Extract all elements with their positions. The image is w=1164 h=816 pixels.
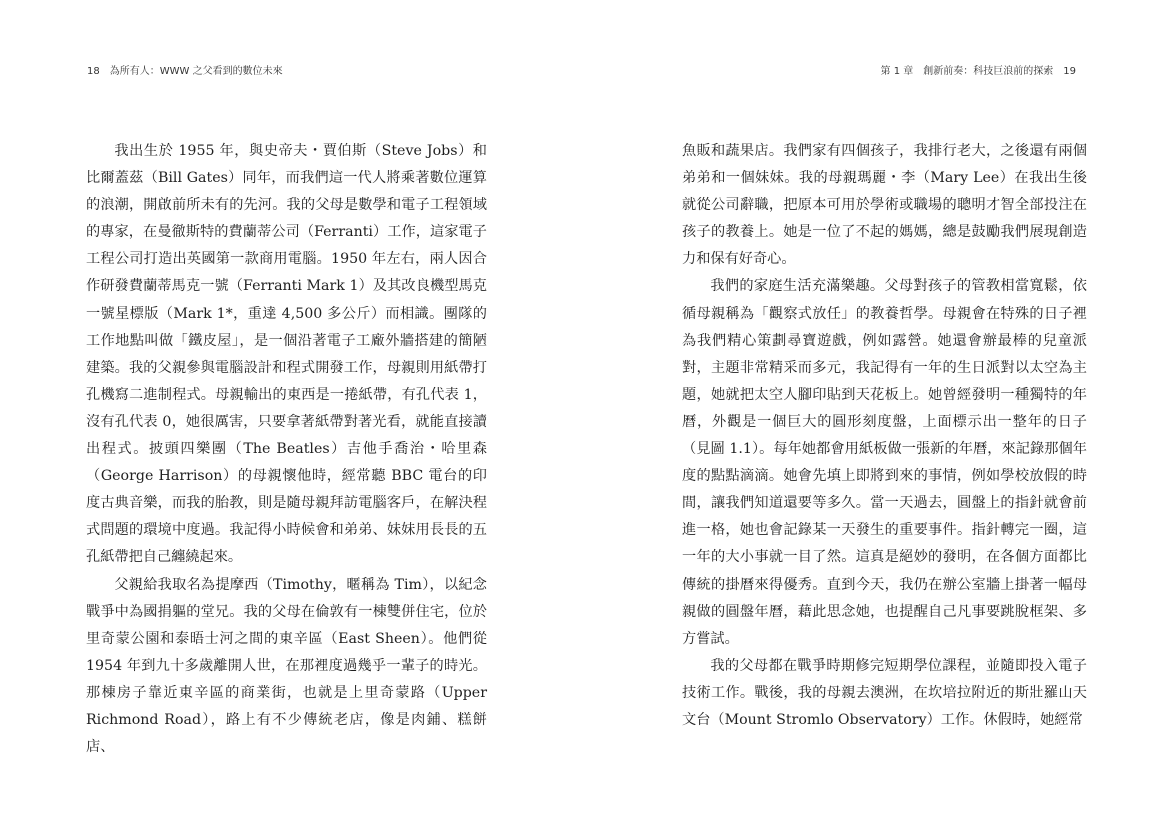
right-running-head [881, 62, 1076, 77]
paragraph: 父親給我取名為提摩西（Timothy，暱稱為 Tim），以紀念戰爭中為國捐軀的堂兄。我的父母在倫敦有一棟雙併住宅，位於里奇蒙公園和泰晤士河之間的東辛區（East Sheen）。他們從 1954 年到九十多歲離開人世，在那裡度過幾乎一輩子的時光。那棟房子靠近東辛區的商業街，也就是上里奇蒙路（Upper Richmond Road），路上有不少傳統老店，像是肉鋪、糕餅店、 [86, 576, 487, 756]
chapter-title: 第 1 章 創新前奏：科技巨浪前的探索 [880, 66, 1054, 77]
paragraph: 我出生於 1955 年，與史帝夫・賈伯斯（Steve Jobs）和比爾蓋茲（Bill Gates）同年，而我們這一代人將乘著數位運算的浪潮，開啟前所未有的先河。我的父母是數學和電子工程領域的專家，在曼徹斯特的費蘭蒂公司（Ferranti）工作，這家電子工程公司打造出英國第一款商用電腦。1950 年左右，兩人因合作研發費蘭蒂馬克一號（Ferranti Mark 1）及其改良機型馬克一號星標版（Mark 1*，重達 4,500 多公斤）而相識。團隊的工作地點叫做「鐵皮屋」，是一個沿著電子工廠外牆搭建的簡陋建築。我的父親參與電腦設計和程式開發工作，母親則用紙帶打孔機寫二進制程式。母親輸出的東西是一捲紙帶，有孔代表 1，沒有孔代表 0，她很厲害，只要拿著紙帶對著光看，就能直接讀出程式。披頭四樂團（The Beatles）吉他手喬治・哈里森（George Harrison）的母親懷他時，經常聽 BBC 電台的印度古典音樂，而我的胎教，則是隨母親拜訪電腦客戶，在解決程式問題的環境中度過。我記得小時候會和弟弟、妹妹用長長的五孔紙帶把自己纏繞起來。 [86, 143, 487, 566]
paragraph: 我的父母都在戰爭時期修完短期學位課程，並隨即投入電子技術工作。戰後，我的母親去澳洲，在坎培拉附近的斯壯羅山天文台（Mount Stromlo Observatory）工作。休假時，她經常 [682, 657, 1087, 728]
paragraph: 我們的家庭生活充滿樂趣。父母對孩子的管教相當寬鬆，依循母親稱為「觀察式放任」的教養哲學。母親會在特殊的日子裡為我們精心策劃尋寶遊戲，例如露營。她還會辦最棒的兒童派對，主題非常精采而多元，我記得有一年的生日派對以太空為主題，她就把太空人腳印貼到天花板上。她曾經發明一種獨特的年曆，外觀是一個巨大的圓形刻度盤，上面標示出一整年的日子（見圖 1.1）。每年她都會用紙板做一張新的年曆，來記錄那個年度的點點滴滴。她會先填上即將到來的事情，例如學校放假的時間，讓我們知道還要等多久。當一天過去，圓盤上的指針就會前進一格，她也會記錄某一天發生的重要事件。指針轉完一圈，這一年的大小事就一目了然。這真是絕妙的發明，在各個方面都比傳統的掛曆來得優秀。直到今天，我仍在辦公室牆上掛著一幅母親做的圓盤年曆，藉此思念她，也提醒自己凡事要跳脫框架、多方嘗試。 [682, 278, 1087, 647]
left-running-head [87, 62, 283, 77]
paragraph-continued: 魚販和蔬果店。我們家有四個孩子，我排行老大，之後還有兩個弟弟和一個妹妹。我的母親瑪麗・李（Mary Lee）在我出生後就從公司辭職，把原本可用於學術或職場的聰明才智全部投注在孩子的教養上。她是一位了不起的媽媽，總是鼓勵我們展現創造力和保有好奇心。 [682, 143, 1087, 268]
right-body-text [682, 138, 1087, 734]
right-page-number: 19 [1063, 66, 1076, 77]
left-page-number: 18 [87, 66, 100, 77]
book-title: 為所有人：WWW 之父看到的數位未來 [109, 66, 283, 77]
left-body-text [86, 138, 487, 761]
right-page [582, 0, 1164, 816]
